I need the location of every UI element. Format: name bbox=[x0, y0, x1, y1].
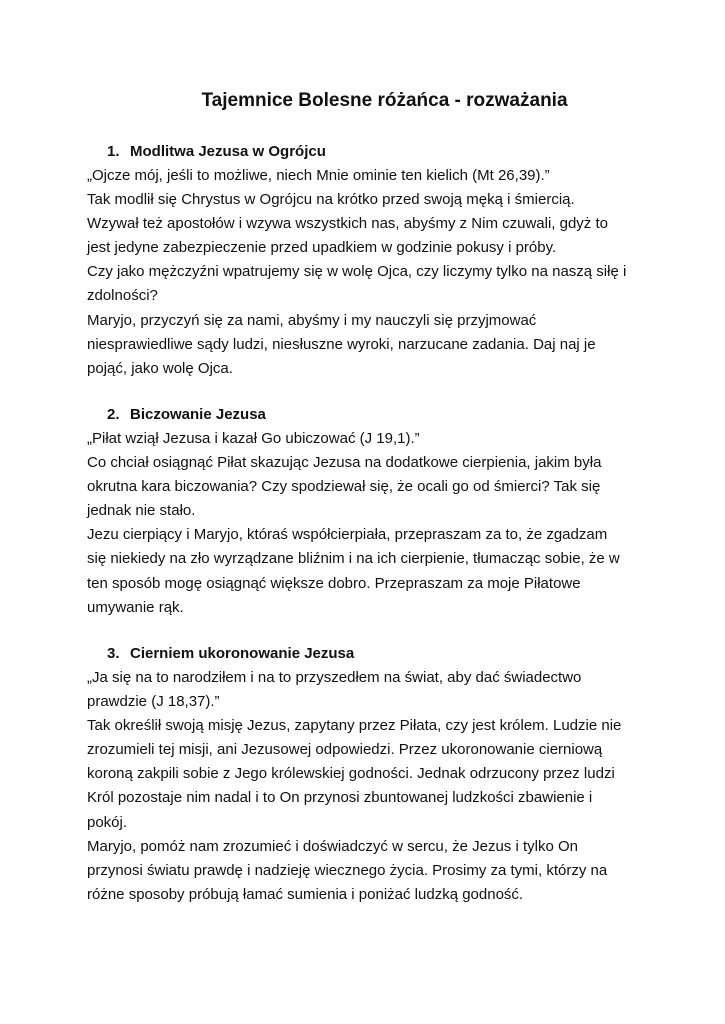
text-line: przynosi światu prawdę i nadzieję wiecznego życia. Prosimy za tymi, którzy na bbox=[87, 861, 608, 879]
text-line: Czy jako mężczyźni wpatrujemy się w wolę Ojca, czy liczymy tylko na naszą siłę i bbox=[87, 263, 627, 281]
section-number: 3. bbox=[107, 645, 120, 662]
section-number: 1. bbox=[107, 143, 120, 160]
section-heading bbox=[87, 403, 647, 427]
section-title: Biczowanie Jezusa bbox=[130, 406, 266, 423]
text-line: umywanie rąk. bbox=[87, 598, 184, 616]
text-line: pokój. bbox=[87, 813, 128, 831]
text-line: ten sposób mogę osiągnąć większe dobro. Przepraszam za moje Piłatowe bbox=[87, 574, 581, 592]
section-scourging bbox=[87, 403, 647, 620]
text-line: Co chciał osiągnąć Piłat skazując Jezusa na dodatkowe cierpienia, jakim była bbox=[87, 454, 602, 472]
text-line: jest jedyne zabezpieczenie przed upadkiem w godzinie pokusy i próby. bbox=[87, 239, 557, 257]
text-line: Wzywał też apostołów i wzywa wszystkich nas, abyśmy z Nim czuwali, gdyż to bbox=[87, 215, 608, 233]
text-line: „Ojcze mój, jeśli to możliwe, niech Mnie ominie ten kielich (Mt 26,39).” bbox=[87, 167, 550, 184]
text-line: jednak nie stało. bbox=[87, 502, 196, 520]
document-title: Tajemnice Bolesne różańca - rozważania bbox=[201, 90, 568, 111]
text-line: Król pozostaje nim nadal i to On przynosi zbuntowanej ludzkości zbawienie i bbox=[87, 789, 593, 807]
section-heading bbox=[87, 140, 647, 164]
text-line: prawdzie (J 18,37).” bbox=[87, 693, 220, 711]
section-garden-prayer bbox=[87, 140, 647, 381]
text-line: zdolności? bbox=[87, 287, 158, 305]
text-line: okrutna kara biczowania? Czy spodziewał się, że ocali go od śmierci? Tak się bbox=[87, 478, 601, 496]
text-line: zrozumieli tej misji, ani Jezusowej odpowiedzi. Przez ukoronowanie cierniową bbox=[87, 741, 603, 759]
section-number: 2. bbox=[107, 406, 120, 423]
text-line: „Ja się na to narodziłem i na to przyszedłem na świat, aby dać świadectwo bbox=[87, 669, 582, 686]
text-line: „Piłat wziął Jezusa i kazał Go ubiczować (J 19,1).” bbox=[87, 430, 420, 447]
text-line: Maryjo, pomóż nam zrozumieć i doświadczyć w sercu, że Jezus i tylko On bbox=[87, 837, 578, 855]
text-line: Tak określił swoją misję Jezus, zapytany przez Piłata, czy jest królem. Ludzie nie bbox=[87, 717, 622, 735]
text-line: Tak modlił się Chrystus w Ogrójcu na krótko przed swoją męką i śmiercią. bbox=[87, 191, 575, 209]
text-line: pojąć, jako wolę Ojca. bbox=[87, 359, 233, 377]
text-line: Jezu cierpiący i Maryjo, któraś współcierpiała, przepraszam za to, że zgadzam bbox=[87, 526, 608, 544]
text-line: różne sposoby próbują łamać sumienia i poniżać ludzką godność. bbox=[87, 885, 524, 903]
section-title: Modlitwa Jezusa w Ogrójcu bbox=[130, 143, 326, 160]
text-line: się niekiedy na zło wyrządzane bliźnim i na ich cierpienie, tłumacząc sobie, że w bbox=[87, 550, 620, 568]
text-line: Maryjo, przyczyń się za nami, abyśmy i my nauczyli się przyjmować bbox=[87, 311, 537, 329]
section-crowning-with-thorns bbox=[87, 642, 647, 907]
text-line: niesprawiedliwe sądy ludzi, niesłuszne wyroki, narzucane zadania. Daj naj je bbox=[87, 335, 596, 353]
section-heading bbox=[87, 642, 647, 666]
text-line: koroną zakpili sobie z Jego królewskiej godności. Jednak odrzucony przez ludzi bbox=[87, 765, 615, 783]
section-title: Cierniem ukoronowanie Jezusa bbox=[130, 645, 355, 662]
